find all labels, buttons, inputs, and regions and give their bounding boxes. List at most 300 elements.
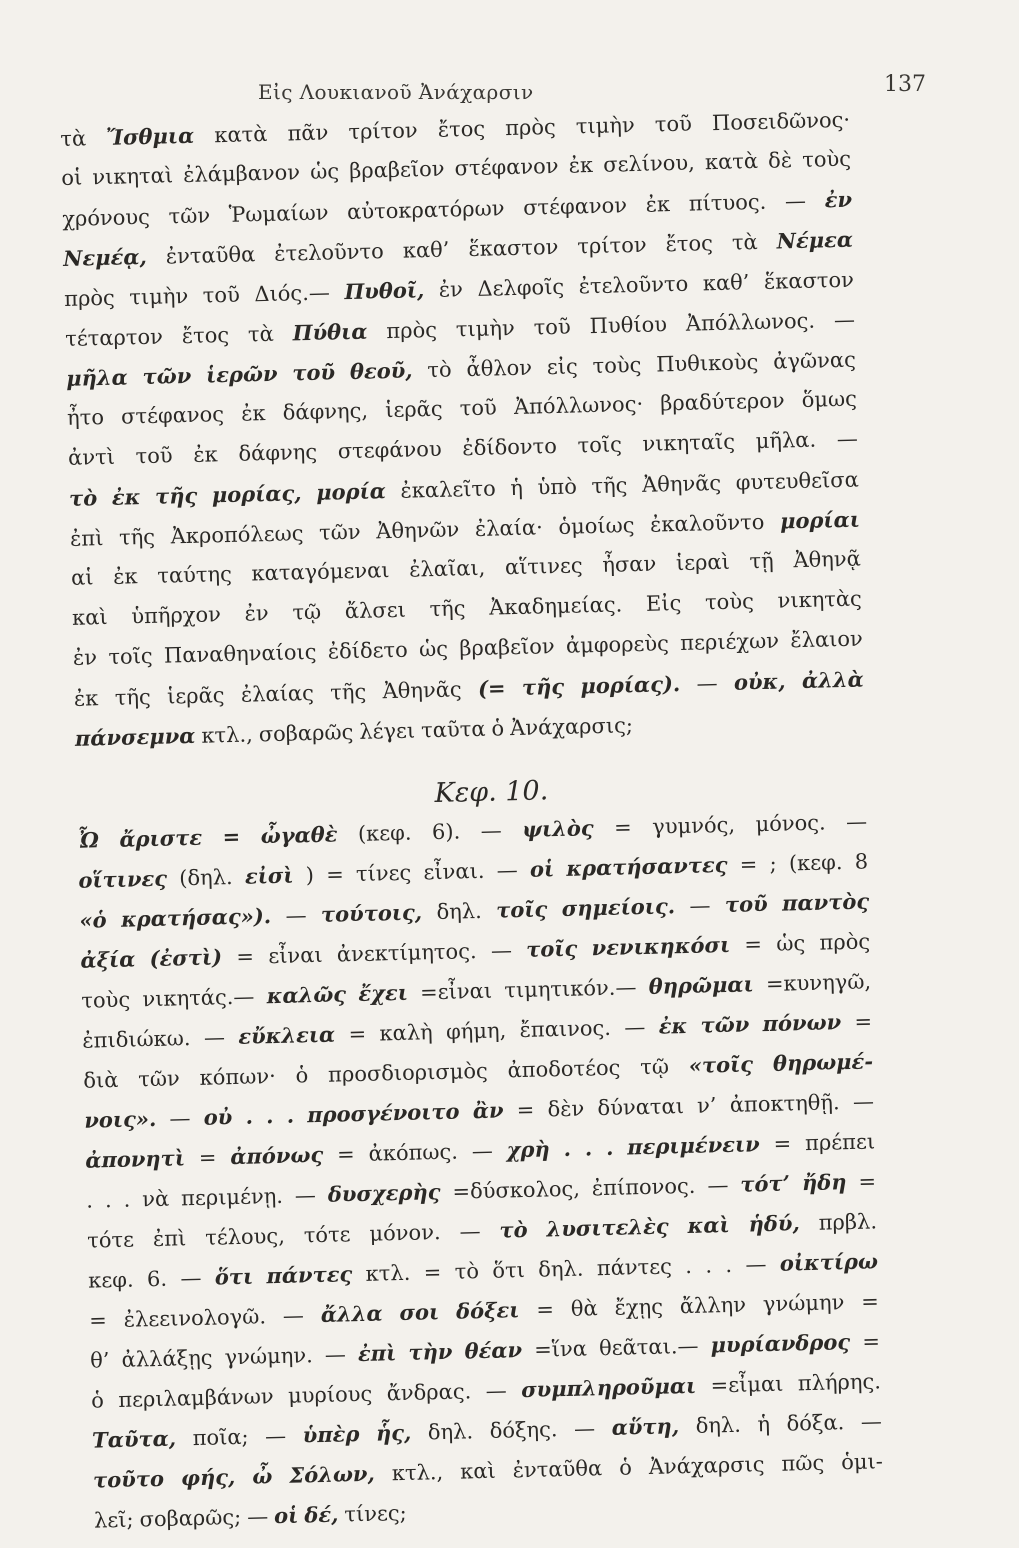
word: ἆθλον	[466, 355, 533, 382]
word: ὁμι-	[840, 1449, 884, 1475]
lemma-word: λυσιτελὲς	[546, 1213, 669, 1242]
word: —	[745, 1252, 767, 1277]
word: λεῖ;	[93, 1507, 134, 1533]
word: ἦτο	[66, 405, 105, 430]
word: =	[88, 1308, 108, 1333]
word: δὲν	[547, 1096, 585, 1122]
lemma-word: μορίαι	[779, 506, 861, 534]
word: =	[516, 1097, 535, 1123]
lemma-word: τὸ	[499, 1216, 528, 1243]
word: ὅτι	[492, 1257, 526, 1283]
word: Ἀπόλλωνος·	[513, 391, 644, 419]
word: Ἀνάχαρσις	[648, 1452, 765, 1480]
word: ὡς	[776, 931, 806, 956]
word: τὰ	[60, 126, 87, 151]
word: δὲ	[767, 148, 793, 173]
word: τιμὴν	[455, 315, 516, 342]
word: ὅμως	[801, 386, 858, 412]
word: βραβεῖον	[459, 634, 555, 661]
word: =	[858, 1169, 877, 1194]
word: ἀγῶνας	[772, 347, 857, 374]
lemma-word: οὐκ,	[733, 668, 786, 695]
word: =	[336, 1142, 356, 1167]
lemma-word: ἐκ	[658, 1012, 688, 1039]
word: ἐκ	[240, 401, 266, 426]
word: —	[490, 938, 513, 963]
word: κτλ.,	[391, 1460, 444, 1486]
word: προσδιορισμὸς	[327, 1058, 489, 1087]
word: δόξης.	[489, 1417, 558, 1443]
word: =	[536, 1297, 555, 1322]
word: ἐπὶ	[152, 1226, 187, 1252]
word: ἐτελοῦντο	[578, 271, 689, 299]
lemma-word: οἱ	[529, 856, 555, 882]
word: ὁ	[618, 1455, 633, 1480]
word: βραβεῖον	[348, 156, 445, 183]
lemma-word: τὸ	[68, 485, 98, 511]
word: μῆλα.	[755, 427, 817, 454]
word: ἐπιδιώκω.	[82, 1026, 191, 1053]
word: —	[845, 809, 868, 834]
word: εἶναι	[267, 942, 323, 969]
word: Ἀθηνᾶς	[641, 470, 722, 497]
word: ;	[769, 851, 777, 876]
word: 6).	[431, 819, 461, 845]
word: κατὰ	[214, 121, 268, 148]
word: (κεφ.	[788, 850, 843, 876]
word: =δύσκολος,	[452, 1176, 581, 1204]
word: δηλ.	[427, 1419, 474, 1445]
word: πλήρης.	[797, 1369, 882, 1396]
word: κατὰ	[704, 148, 759, 175]
word: βραδύτερον	[659, 388, 785, 416]
word: ἐλαῖαι,	[408, 555, 486, 582]
lemma-word: τοῖς	[495, 896, 548, 923]
word: ταῦτα	[420, 716, 486, 743]
word: =	[854, 1009, 873, 1034]
lemma-word: ἀλλὰ	[801, 666, 865, 694]
lemma-word: πόνων	[762, 1009, 842, 1037]
word: =	[236, 944, 255, 969]
word: πᾶν	[287, 120, 329, 146]
lemma-word: καλῶς	[266, 981, 347, 1009]
lemma-word: εἰσὶ	[244, 862, 294, 889]
word: τῶν	[137, 1066, 181, 1092]
word: καὶ	[459, 1458, 497, 1484]
word: =	[773, 1131, 792, 1156]
word: ὁμοίως	[558, 513, 635, 539]
lemma-word: μορίας,	[211, 480, 302, 508]
lemma-word: Ταῦτα,	[91, 1425, 177, 1453]
word: πῶς	[781, 1450, 825, 1476]
word: =εἶμαι	[710, 1371, 784, 1398]
lemma-word: πάντες	[266, 1261, 353, 1289]
word: ἐδίδοντο	[462, 433, 558, 461]
word: πάντες	[596, 1254, 673, 1281]
word: )	[305, 863, 315, 888]
word: Ἀνάχαρσις;	[509, 713, 634, 741]
word: τοὺς	[81, 987, 131, 1013]
word: ἐδίδετο	[327, 637, 409, 664]
word: ἕκαστον	[468, 234, 559, 262]
word: τρίτον	[348, 118, 418, 144]
word: —	[285, 903, 307, 928]
word: περιμένῃ.	[180, 1183, 284, 1211]
word: ἱερᾶς	[384, 396, 443, 423]
lemma-word: δυσχερὴς	[327, 1179, 441, 1207]
word: τοῖς	[577, 432, 623, 458]
word: =	[348, 1021, 367, 1047]
running-title: Εἰς Λουκιανοῦ Ἀνάχαρσιν	[258, 80, 534, 104]
word: ὑπῆρχον	[130, 602, 222, 629]
word: θεᾶται.—	[598, 1333, 699, 1361]
word: αὐτοκρατόρων	[346, 196, 505, 225]
word: .	[85, 1188, 94, 1213]
word: πρβλ.	[818, 1209, 878, 1235]
word: δάφνης,	[282, 398, 369, 425]
word: τὰ	[731, 229, 758, 255]
word: τίνες	[355, 860, 412, 886]
word: —	[264, 1423, 287, 1449]
word: =	[613, 815, 633, 840]
word: χρόνους	[61, 204, 151, 231]
word: Ἀθηνῶν	[375, 517, 460, 544]
lemma-word: πάνσεμνα	[74, 722, 196, 751]
lemma-word: ὦγαθὲ	[260, 821, 338, 849]
word: ἀλλάξῃς	[121, 1345, 213, 1372]
word: .	[684, 1253, 693, 1279]
word: δόξα.	[786, 1410, 845, 1436]
word: —	[707, 1172, 729, 1198]
lemma-word: τοῦ	[724, 890, 768, 917]
word: ἱερᾶς	[166, 683, 225, 709]
lemma-word: «τοῖς	[688, 1051, 754, 1078]
page-body	[60, 107, 885, 1548]
word: —	[246, 1504, 269, 1529]
word: =κυνηγῶ,	[765, 969, 872, 997]
lemma-word: .	[605, 1134, 614, 1160]
word: ἐκ	[112, 564, 138, 589]
word: —	[480, 818, 503, 843]
word: τὸ	[454, 1259, 480, 1284]
lemma-word: ἀπόνως	[230, 1141, 324, 1170]
word: ἔλαιον	[790, 626, 864, 653]
word: Εἰς	[645, 590, 682, 616]
word: καλὴ	[379, 1020, 433, 1046]
word: Πυθίου	[589, 312, 668, 339]
word: θὰ	[570, 1296, 598, 1321]
word: τέλους,	[204, 1223, 286, 1250]
word: τὸ	[427, 357, 452, 383]
word: γνώμην	[762, 1290, 845, 1317]
word: πρὸς	[819, 929, 871, 955]
word: ἐνταῦθα	[165, 242, 256, 269]
lemma-word: περιμένειν	[626, 1131, 761, 1160]
word: φυτευθεῖσα	[735, 467, 860, 495]
word: —	[624, 1014, 646, 1040]
lemma-word: χρὴ	[506, 1136, 551, 1163]
lemma-word: τῶν	[700, 1011, 750, 1038]
word: φήμη,	[445, 1018, 507, 1044]
word: ἐκαλοῦντο	[649, 509, 765, 537]
word: τιμὴν	[575, 112, 636, 139]
lemma-word: καὶ	[687, 1211, 730, 1238]
word: εἰς	[546, 354, 579, 380]
word: λέγει	[358, 718, 416, 744]
word: Ἀθηνᾶς	[382, 677, 462, 704]
word: —	[282, 1303, 305, 1328]
word: ἄνδρας.	[386, 1379, 472, 1406]
lemma-word: δέ,	[303, 1501, 339, 1528]
word: μυρίους	[287, 1381, 373, 1408]
word: σελίνου,	[602, 150, 696, 177]
word: περιλαμβάνων	[117, 1384, 274, 1412]
lemma-word: θέαν	[464, 1337, 523, 1364]
word: —	[833, 307, 856, 333]
lemma-word: .	[563, 1135, 572, 1161]
word: τῶν	[318, 519, 361, 545]
word: τότε	[86, 1227, 135, 1253]
lemma-word: .	[265, 1103, 274, 1129]
word: καθ’	[702, 270, 750, 296]
word: τῆς	[329, 679, 367, 705]
lemma-word: τοῦ	[292, 359, 336, 386]
word: ὡς	[309, 159, 340, 184]
lemma-word: Πύθια	[292, 318, 368, 346]
lemma-word: προσγένοιτο	[306, 1098, 460, 1128]
word: ταύτης	[156, 561, 233, 588]
lemma-word: μορία	[315, 478, 387, 505]
word: νὰ	[141, 1186, 170, 1212]
word: —	[459, 1219, 481, 1244]
word: γυμνός,	[651, 812, 736, 839]
word: ἦσαν	[602, 551, 657, 577]
word: ἐνταῦθα	[512, 1456, 603, 1483]
word: τοὺς	[592, 352, 642, 379]
lemma-word: οἵτινες	[78, 865, 168, 893]
lemma-word: ἂν	[472, 1097, 504, 1124]
commentary-paragraph-1	[60, 107, 865, 766]
lemma-word: ἔχει	[358, 979, 409, 1006]
word: στέφανον	[454, 153, 559, 181]
word: μόνον.	[369, 1220, 441, 1246]
word: ἐκ	[73, 686, 99, 711]
word: καταγόμεναι	[251, 558, 390, 586]
lemma-word: σοι	[399, 1299, 440, 1326]
lemma-word: ἀξία	[80, 946, 136, 973]
lemma-word: ἤδη	[801, 1169, 847, 1196]
word: οἱ	[60, 165, 83, 190]
lemma-word: φής,	[180, 1464, 236, 1491]
lemma-word: ἡδύ,	[748, 1210, 801, 1237]
word: δηλ.	[436, 898, 483, 925]
word: τρίτον	[577, 232, 647, 259]
word: ἐκαλεῖτο	[400, 476, 497, 503]
word: τῆς	[114, 684, 152, 710]
word: ἐν	[438, 277, 464, 302]
lemma-word: (=	[477, 675, 506, 701]
word: πίτυος.	[688, 189, 767, 216]
word: —	[471, 1138, 494, 1164]
word: —	[180, 1265, 202, 1291]
word: ὑπὸ	[537, 474, 578, 500]
word: =	[861, 1329, 881, 1354]
lemma-word: θηρωμέ-	[772, 1048, 874, 1076]
word: τιμητικόν.—	[504, 975, 637, 1003]
word: ἐκ	[568, 152, 594, 178]
word: ὁ	[90, 1388, 105, 1413]
word: Δελφοῖς	[477, 274, 565, 301]
word: τῆς	[118, 524, 156, 550]
word: .	[725, 1252, 733, 1278]
word: ἐλαίας	[240, 680, 315, 707]
word: ἔχῃς	[614, 1294, 664, 1320]
page-number: 137	[884, 72, 926, 97]
word: σοβαρῶς;	[139, 1504, 242, 1532]
word: ἱεραὶ	[675, 549, 731, 576]
word: πρὸς	[504, 114, 557, 141]
word: —	[169, 1106, 191, 1131]
word: ἐπὶ	[69, 526, 104, 551]
word: στέφανον	[522, 193, 628, 220]
word: ὡς	[418, 636, 449, 662]
word: ἡ	[757, 1412, 771, 1437]
lemma-word: Πυθοῖ,	[344, 277, 425, 305]
lemma-word: ἄριστε	[119, 824, 203, 852]
word: 6.	[146, 1266, 168, 1292]
lemma-word: ἀπονητὶ	[84, 1145, 186, 1173]
word: ἔτος	[181, 322, 230, 349]
word: ποῖα;	[192, 1424, 249, 1451]
word: —	[696, 671, 718, 696]
lemma-word: Νέμεα	[776, 226, 854, 254]
lemma-word: ἐπὶ	[357, 1340, 397, 1367]
word: —	[836, 426, 859, 452]
word: ἕκαστον	[763, 267, 855, 294]
lemma-word: .	[584, 1135, 593, 1161]
word: ἐλαία·	[474, 515, 544, 541]
word: ἐκ	[645, 192, 671, 217]
word: Ῥωμαίων	[228, 200, 329, 227]
word: τοῦ	[202, 282, 241, 308]
word: ὁ	[491, 716, 505, 741]
lemma-word: ἐν	[824, 186, 853, 213]
word: νικητάς.—	[142, 984, 255, 1012]
lemma-word: τούτοις,	[320, 899, 423, 927]
word: ἐλάμβανον	[182, 160, 301, 188]
word: περιέχων	[679, 628, 780, 655]
word: —	[485, 1378, 507, 1403]
lemma-word: εὔκλεια	[237, 1021, 336, 1049]
lemma-word: τότ’	[740, 1170, 791, 1197]
lemma-word: ψιλὸς	[521, 815, 594, 842]
word: μόνος.	[755, 810, 826, 837]
word: ἐτελοῦντο	[273, 239, 385, 266]
lemma-word: θηρῶμαι	[648, 971, 754, 999]
word: δηλ.	[695, 1412, 742, 1438]
word: —	[784, 188, 807, 214]
word: νικηταῖς	[642, 429, 736, 456]
word: ἐκ	[193, 442, 219, 467]
word: =	[423, 1260, 442, 1285]
word: τοῦ	[135, 443, 173, 469]
word: =	[860, 1289, 880, 1314]
word: τῷ	[292, 599, 322, 625]
word: Ἀθηνᾷ	[793, 546, 862, 573]
word: (δηλ.	[178, 865, 233, 891]
word: Παναθηναίοις	[163, 639, 317, 668]
word: .	[123, 1187, 131, 1212]
lemma-word: Ἴσθμια	[105, 122, 195, 150]
lemma-word: νενικηκόσι	[591, 931, 731, 961]
lemma-word: μυρίανδρος	[710, 1329, 851, 1358]
word: τίνες;	[344, 1500, 408, 1527]
word: —	[573, 1416, 596, 1441]
word: —	[852, 1089, 875, 1114]
word: στεφάνου	[337, 436, 442, 464]
lemma-word: .	[286, 1102, 295, 1128]
word: Ἀπόλλωνος.	[685, 308, 816, 336]
word: ἄλλην	[679, 1292, 747, 1319]
word: —	[689, 893, 711, 918]
word: Διός.—	[254, 280, 331, 307]
word: τῷ	[639, 1054, 670, 1080]
lemma-word: Σόλων,	[289, 1460, 376, 1488]
word: =εἶναι	[419, 978, 493, 1005]
word: νικηταὶ	[91, 163, 174, 190]
word: τέταρτον	[64, 324, 164, 351]
word: —	[496, 858, 518, 883]
word: θ’	[89, 1348, 110, 1373]
word: —	[294, 1183, 317, 1208]
lemma-word: κρατήσας»).	[120, 903, 272, 932]
word: δύναται	[597, 1094, 685, 1121]
word: =	[198, 1145, 217, 1170]
word: ἀντὶ	[67, 444, 116, 470]
word: Ἀκαδημείας.	[488, 592, 623, 620]
word: ἄλσει	[344, 597, 407, 624]
word: στέφανος	[120, 402, 225, 429]
lemma-word: ἐκ	[111, 484, 141, 510]
word: ν’	[696, 1093, 717, 1118]
lemma-word: οὐ	[203, 1104, 233, 1130]
word: Ἀκροπόλεως	[170, 521, 304, 549]
word: ἀποκτηθῇ.	[729, 1090, 840, 1117]
word: ἔπαινος.	[519, 1015, 612, 1043]
word: τῶν	[168, 203, 211, 229]
word: ἐν	[244, 601, 269, 626]
word: τῆς	[591, 473, 628, 499]
lemma-word: σημείοις.	[561, 893, 676, 921]
commentary-paragraph-2	[77, 808, 884, 1547]
word: ἔτος	[437, 116, 486, 142]
word: κόπων·	[199, 1064, 277, 1090]
lemma-word: μορίας).	[580, 671, 681, 699]
word: ἀποδοτέος	[507, 1055, 621, 1083]
lemma-word: τῆς	[521, 673, 565, 700]
word: εἶναι.	[423, 858, 485, 885]
lemma-word: ἄλλα	[320, 1300, 383, 1327]
word: νικητὰς	[777, 586, 863, 613]
word: πρὸς	[63, 285, 116, 311]
word: =ἵνα	[533, 1336, 588, 1362]
word: καὶ	[71, 604, 108, 630]
lemma-word: τοῖς	[525, 935, 578, 962]
lemma-word: ὅτι	[214, 1263, 254, 1290]
word: τιμὴν	[129, 283, 189, 310]
lemma-word: τὴν	[408, 1338, 453, 1365]
lemma-word: αὕτη,	[611, 1413, 680, 1440]
